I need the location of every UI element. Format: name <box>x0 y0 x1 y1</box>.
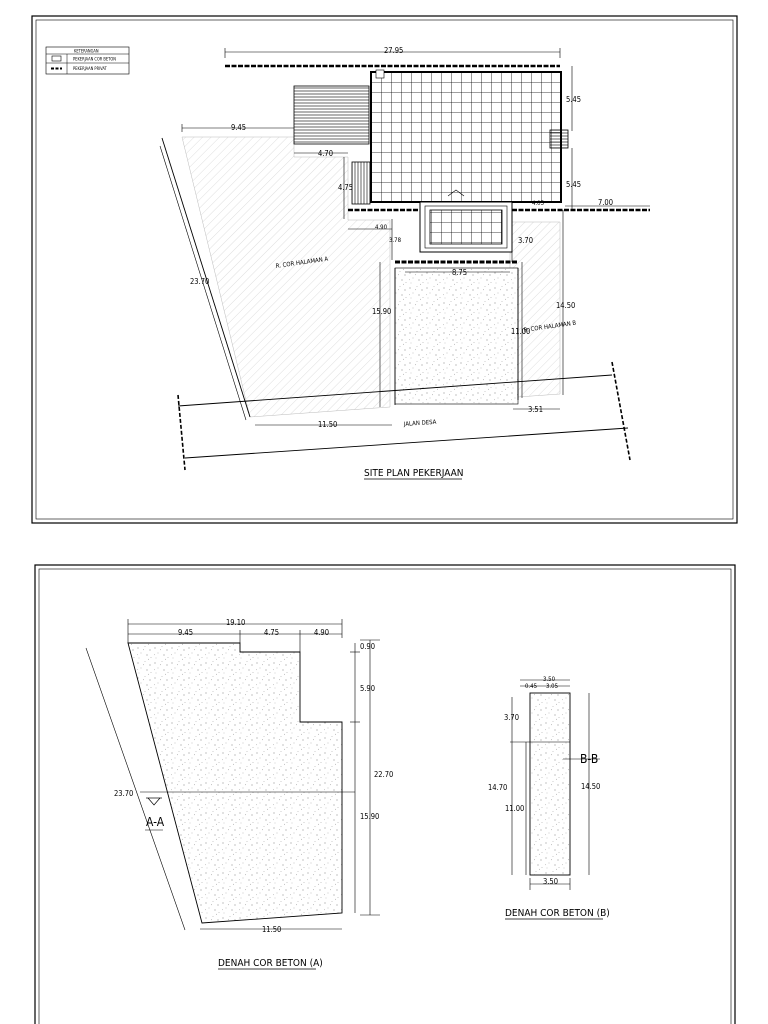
dim-5-45-a: 5.45 <box>566 95 582 104</box>
dim-4-70: 4.70 <box>318 149 334 158</box>
concrete-legend-icon <box>52 56 61 61</box>
dim-11-50: 11.50 <box>318 420 338 429</box>
dim-23-70: 23.70 <box>190 277 210 286</box>
dim-7-00: 7.00 <box>598 198 614 207</box>
dim-22-70: 22.70 <box>374 770 394 779</box>
plan-b-title: DENAH COR BETON (B) <box>505 908 610 919</box>
dim-8-75: 8.75 <box>452 268 468 277</box>
yard-b-label: R. COR HALAMAN B <box>523 319 577 334</box>
dim-19-10: 19.10 <box>226 618 246 627</box>
legend-item-concrete: PEKERJAAN COR BETON <box>73 56 116 62</box>
dim-11-00: 11.00 <box>511 327 531 336</box>
dim-a-11-50: 11.50 <box>262 925 282 934</box>
dim-3-51: 3.51 <box>528 405 544 414</box>
dim-a-23-70: 23.70 <box>114 789 134 798</box>
dim-15-90: 15.90 <box>372 307 392 316</box>
dim-a-9-45: 9.45 <box>178 628 194 637</box>
dim-a-4-75: 4.75 <box>264 628 280 637</box>
section-a-marker <box>145 798 165 830</box>
dim-5-45-b: 5.45 <box>566 180 582 189</box>
dim-14-50: 14.50 <box>556 301 576 310</box>
dim-top: 27.95 <box>384 46 404 55</box>
legend-item-private: PEKERJAAN PRIVAT <box>73 66 107 71</box>
dim-4-05: 4.05 <box>532 200 545 207</box>
dim-14-70: 14.70 <box>488 783 508 792</box>
legend-heading: KETERANGAN <box>74 48 99 54</box>
plan-a-slab <box>128 643 342 923</box>
road-label: JALAN DESA <box>403 418 437 428</box>
dim-0-45: 0.45 <box>525 683 538 690</box>
plan-a-title: DENAH COR BETON (A) <box>218 958 323 969</box>
dim-3-05: 3.05 <box>546 683 559 690</box>
dim-3-70: 3.70 <box>518 236 534 245</box>
dim-b-11-00: 11.00 <box>505 804 525 813</box>
concrete-area <box>395 268 518 404</box>
dim-a-4-90: 4.90 <box>314 628 330 637</box>
dim-b-3-70: 3.70 <box>504 713 520 722</box>
dim-4-90: 4.90 <box>375 224 388 231</box>
section-a-label: A-A <box>146 815 165 829</box>
dim-b-14-50: 14.50 <box>581 782 601 791</box>
dim-0-90: 0.90 <box>360 642 376 651</box>
legend-box <box>46 47 129 74</box>
yard-a-label: R. COR HALAMAN A <box>275 255 329 270</box>
dim-9-45: 9.45 <box>231 123 247 132</box>
dim-b-3-50: 3.50 <box>543 676 556 683</box>
dim-3-78: 3.78 <box>389 237 402 244</box>
section-b-label: B-B <box>580 752 599 766</box>
dim-a-15-90: 15.90 <box>360 812 380 821</box>
dim-4-75: 4.75 <box>338 183 354 192</box>
plan-b-slab <box>530 693 570 875</box>
dim-b-3-50-bottom: 3.50 <box>543 877 559 886</box>
dim-5-90: 5.90 <box>360 684 376 693</box>
site-plan-title: SITE PLAN PEKERJAAN <box>364 468 464 479</box>
